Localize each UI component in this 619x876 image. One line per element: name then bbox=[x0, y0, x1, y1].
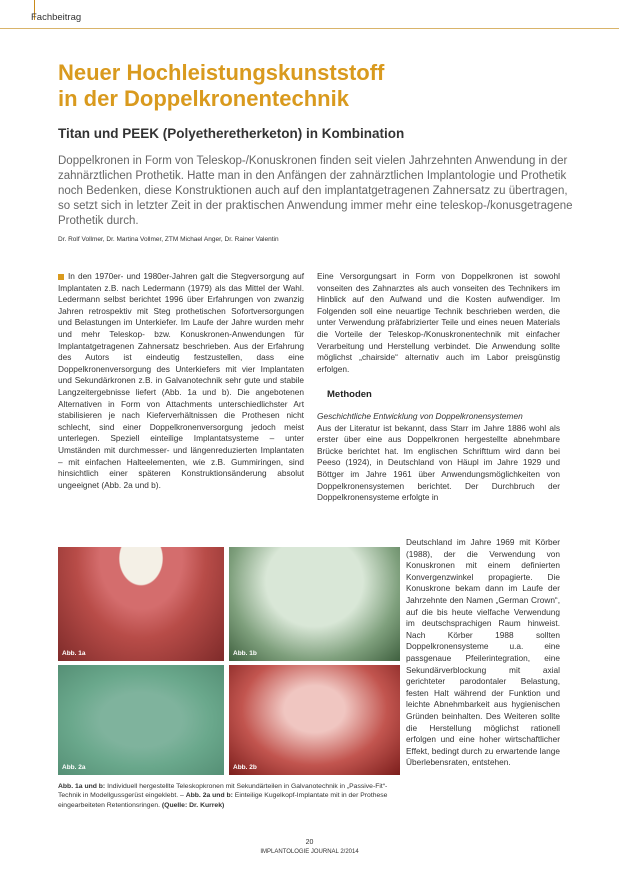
left-column bbox=[58, 271, 304, 491]
left-column-text: In den 1970er- und 1980er-Jahren galt die Stegversorgung auf Implantaten z.B. nach Ledermann (1979) als das Mittel der Wahl. Ledermann selbst berichtet 1996 über Erfahrungen von zwanzig Jahren retrospektiv mit Steg prothetischen Sofortversorgungen und Belastungen im Unterkiefer. Im Laufe der Jahre wurden mehr und mehr Teleskop- bzw. Konuskronen-Anwendungen für Implantatgetragenen Zahnersatz beschrieben. Aus der Erfahrung des Autors ist eindeutig festzustellen, dass eine Doppelkronenversorgung des Unterkiefers mit vier Implantaten und Sekundärkronen z.B. in Galvanotechnik sehr gute und stabile Langzeitergebnisse liefert (Abb. 1a und b). Die angebotenen Alternativen in Form von Attachments unterschiedlichster Art stabilisieren je nach Kieferverhältnissen die Prothesen nicht schlecht, sind einer Doppelkronenversorgung jedoch meist unterlegen. Speziell einteilige Implantatsysteme – unter Umständen mit durchmesser- und längenreduzierten Implantaten – mit einfachen Halteelementen, wie z.B. Gummiringen, sind hinsichtlich einer späteren Konstruktionsänderung absolut ungeeignet (Abb. 2a und b). bbox=[58, 271, 304, 490]
figure-1b bbox=[229, 547, 400, 661]
section-heading: Methoden bbox=[327, 389, 372, 401]
caption-text-2: Einteilige Kugelkopf-Implantate mit in der Prothese eingearbeiteten Retentionsringen. bbox=[58, 792, 388, 809]
section-label: Fachbeitrag bbox=[31, 12, 82, 23]
figure-2b bbox=[229, 665, 400, 775]
bullet-icon bbox=[58, 274, 64, 280]
caption-bold-1: Abb. 1a und b: bbox=[58, 783, 106, 790]
caption-bold-2: Abb. 2a und b: bbox=[185, 792, 233, 800]
page-number: 20 bbox=[305, 839, 314, 846]
figure-caption bbox=[58, 782, 398, 810]
history-text: Aus der Literatur ist bekannt, dass Starr im Jahre 1886 wohl als erster über eine aus Doppelkronen hergestellte abnehmbare Brücke berichtet hat. Im englischen Schrifttum wird dann bei Peeso (1924), in Deutschland von Häupl im Jahre 1929 und Böttger im Jahre 1961 über Anwendungsmöglichkeiten von Doppelkronensystemen berichtet. Der Durchbruch der Doppelkronensysteme erfolgte in bbox=[317, 422, 560, 503]
figure-1a bbox=[58, 547, 224, 661]
title-line-1: Neuer Hochleistungskunststoff bbox=[58, 60, 385, 85]
caption-text-1: Individuell hergestellte Teleskopkronen mit Sekundärteilen in Galvanotechnik in „Passive-Fit“-Technik in Modellgussgerüst eingeklebt. – bbox=[58, 783, 388, 800]
lead-paragraph: Doppelkronen in Form von Teleskop-/Konuskronen finden seit vielen Jahrzehnten Anwendung in der zahnärztlichen Prothetik. Hatte man in den Anfängen der zahnärztlichen Implantologie und Prothetik noch Bedenken, diese Konstruktionen auch auf den implantatgetragenen Zahnersatz zu übertragen, so setzt sich in letzter Zeit in der praktischen Anwendung immer mehr eine teleskop-/konusgetragene Prothetik durch. bbox=[58, 155, 573, 227]
article-title bbox=[58, 60, 578, 112]
figure-label: Abb. 1a bbox=[62, 650, 86, 657]
figure-2a bbox=[58, 665, 224, 775]
figure-label: Abb. 2b bbox=[233, 764, 257, 771]
article-subtitle: Titan und PEEK (Polyetheretherketon) in Kombination bbox=[58, 126, 405, 141]
figure-label: Abb. 2a bbox=[62, 764, 86, 771]
caption-source: (Quelle: Dr. Kurrek) bbox=[160, 801, 225, 809]
top-rule bbox=[0, 28, 619, 29]
right-column bbox=[317, 271, 560, 504]
right-narrow-column: Deutschland im Jahre 1969 mit Körber (1988), der die Verwendung von Konuskronen mit einem definierten Konvergenzwinkel propagierte. Die Konuskrone bekam dann im Laufe der Jahrzehnte den Namen „German Crown“, auf die bis heute vielfache Verwendung im deutschsprachigen Raum hinweist. Nach Körber 1988 sollten Doppelkronensysteme u.a. eine passgenaue Pfeilerintegration, eine Sekundärverblockung mit axial gerichteter parodontaler Belastung, festen Halt während der Funktion und leichte Abnehmbarkeit aus hygienischen Gründen beinhalten. Des Weiteren sollte die Herstellung möglichst rationell erfolgen und eine hoher wirtschaftlicher Effekt, bedingt durch zu erwartende lange Überlebensraten, entstehen. bbox=[406, 537, 560, 768]
journal-name: IMPLANTOLOGIE JOURNAL 2/2014 bbox=[260, 849, 359, 855]
figure-label: Abb. 1b bbox=[233, 650, 257, 657]
right-column-text: Eine Versorgungsart in Form von Doppelkronen ist sowohl vonseiten des Zahnarztes als auch vonseiten des Technikers im Hinblick auf den Aufwand und die Kosten aufwendiger. Im Folgenden soll eine neuartige Technik beschrieben werden, die unter Verwendung präfabrizierter Teile und eines neuen Materials die Vorteile der Teleskop-/Konuskronentechnik mit einfacher Verarbeitung und Herstellung verbindet. Die Anwendung sollte möglichst „chairside“ alternativ auch im Labor preisgünstig erfolgen. bbox=[317, 271, 560, 374]
title-line-2: in der Doppelkronentechnik bbox=[58, 86, 349, 111]
history-heading: Geschichtliche Entwicklung von Doppelkronensystemen bbox=[317, 410, 523, 421]
authors: Dr. Rolf Vollmer, Dr. Martina Vollmer, ZTM Michael Anger, Dr. Rainer Valentin bbox=[58, 236, 279, 243]
